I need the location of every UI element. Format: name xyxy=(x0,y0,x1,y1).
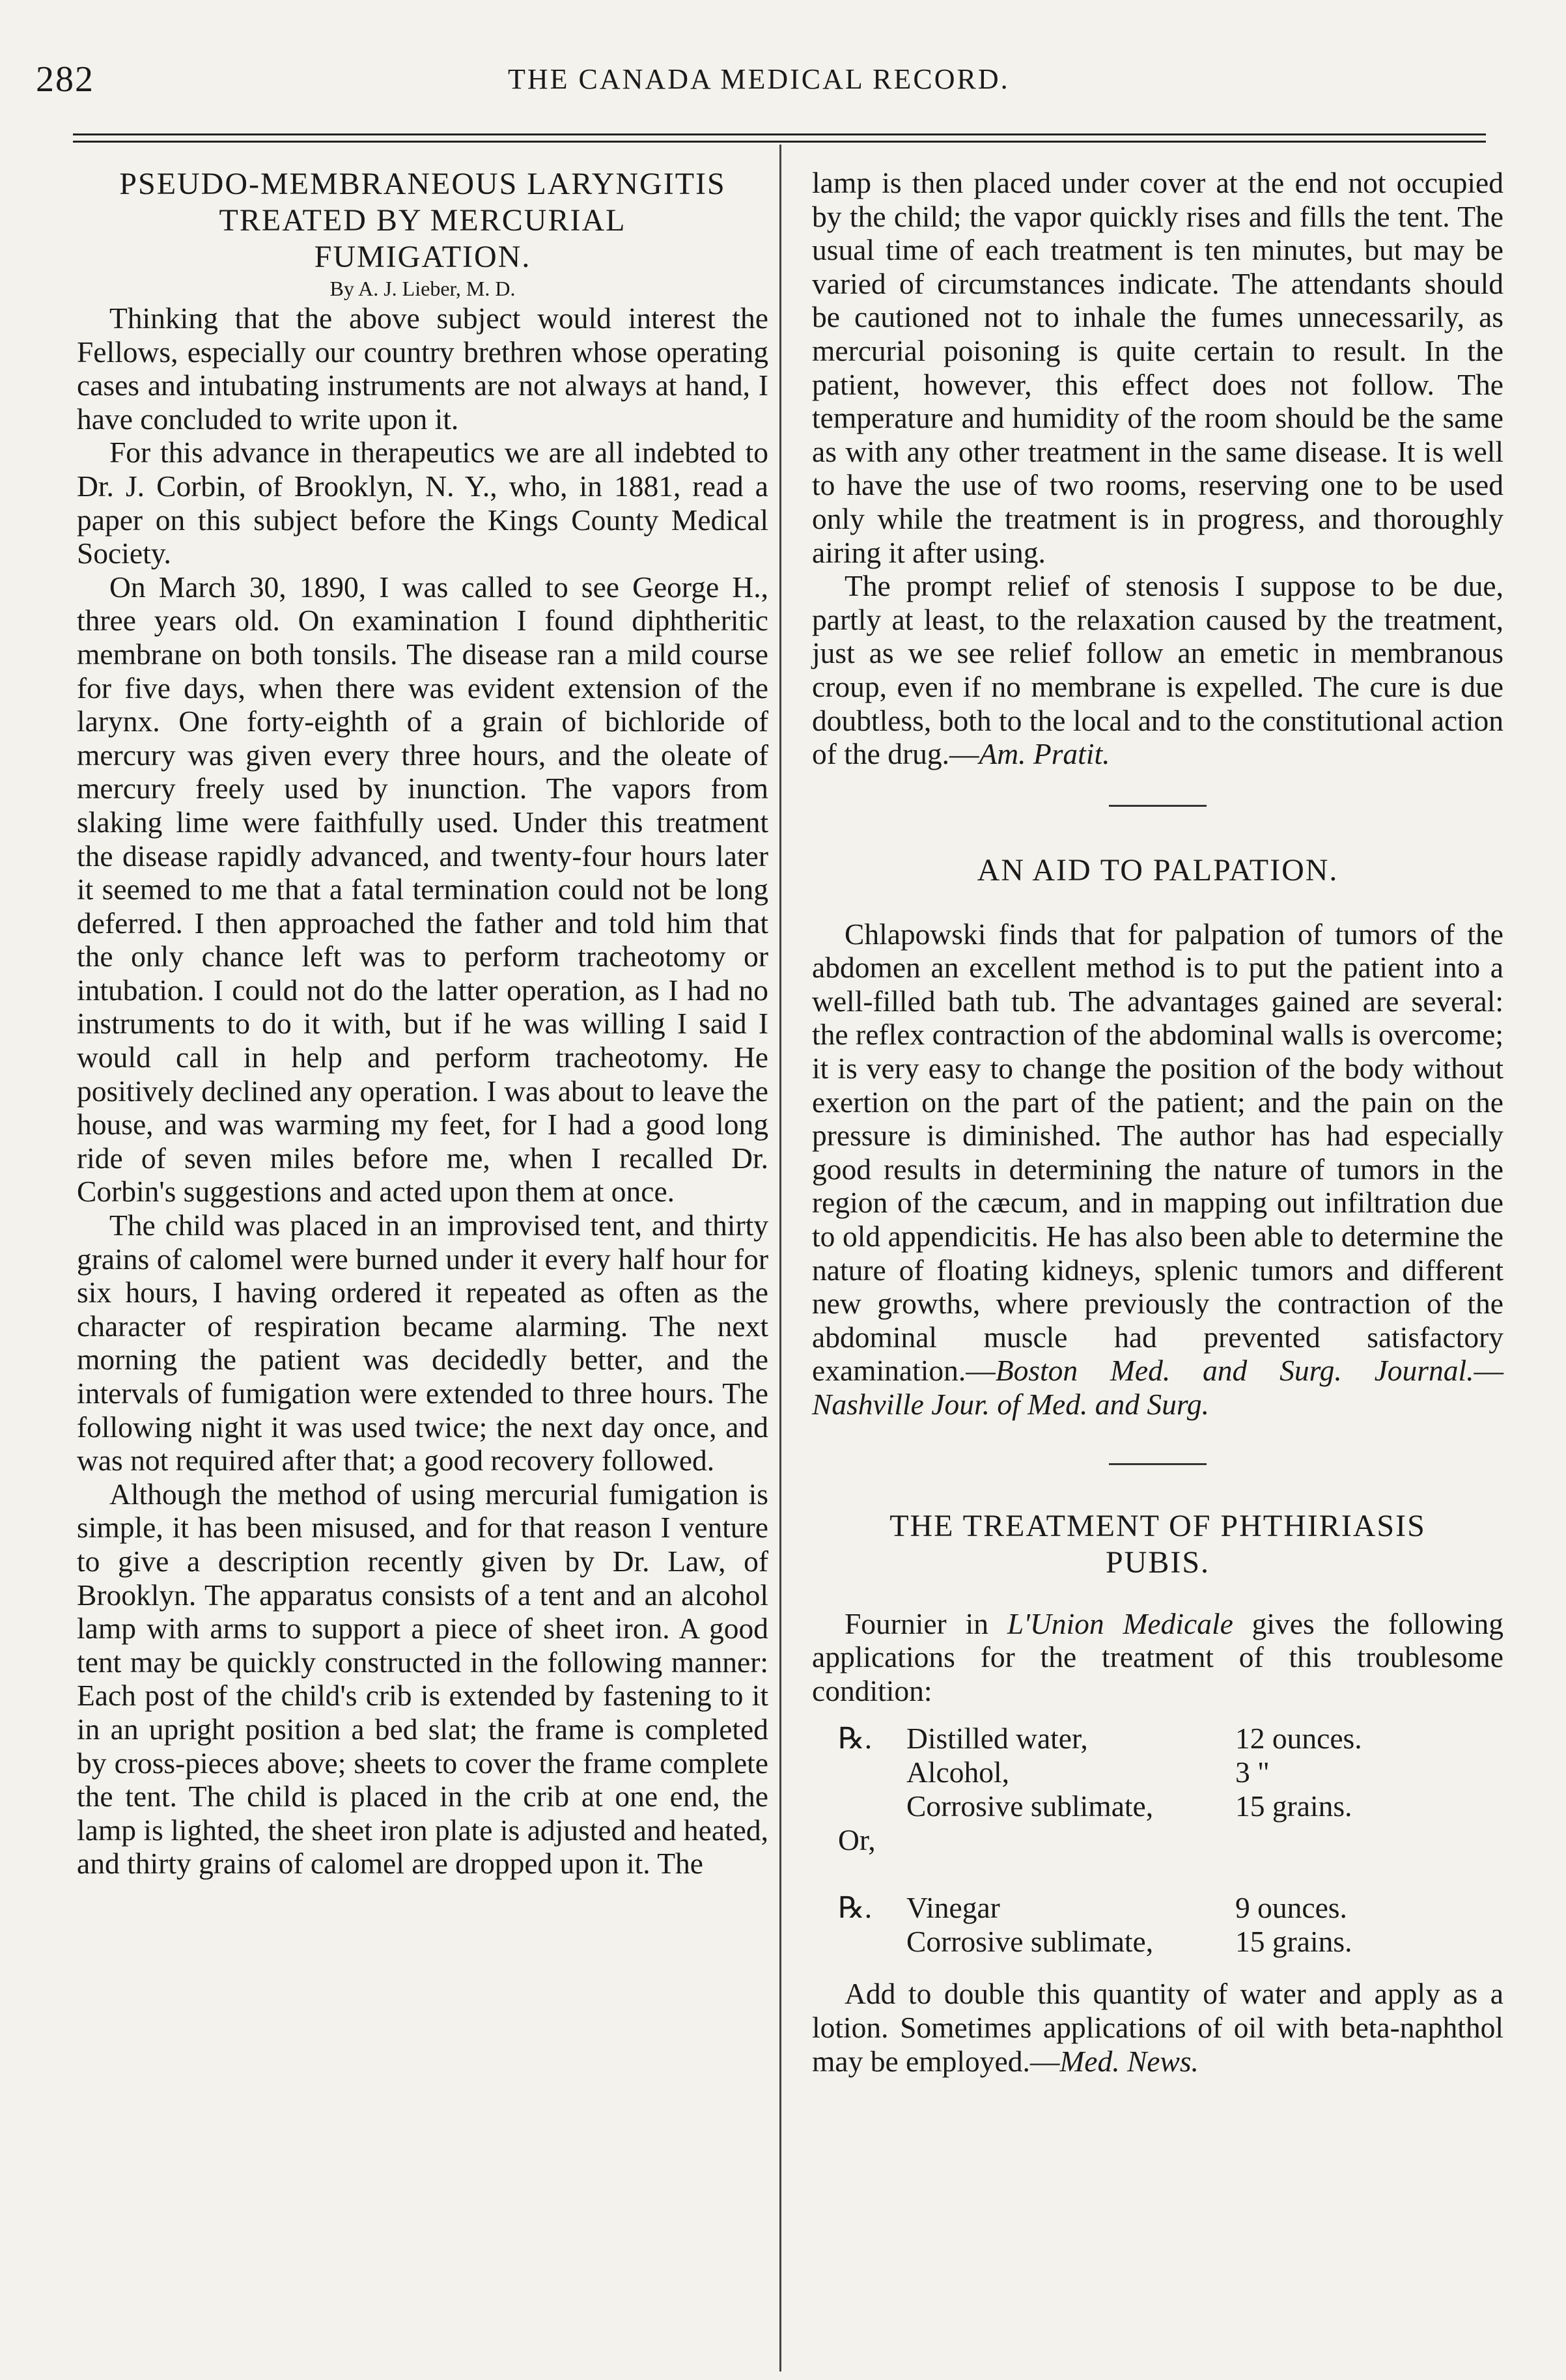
quantity: 15 grains. xyxy=(1235,1789,1352,1823)
prescription-row xyxy=(812,1789,1503,1823)
ingredient: Vinegar xyxy=(906,1891,1000,1925)
prescription-row xyxy=(812,1891,1503,1925)
page-header xyxy=(0,46,1566,117)
prescription-row xyxy=(812,1756,1503,1789)
article-title xyxy=(812,1508,1503,1581)
ingredient: Corrosive sublimate, xyxy=(906,1789,1154,1823)
quantity: 12 ounces. xyxy=(1235,1722,1362,1756)
author-byline: By A. J. Lieber, M. D. xyxy=(329,277,516,300)
article-title-line: PSEUDO-MEMBRANEOUS LARYNGITIS xyxy=(119,167,726,201)
recipe-symbol xyxy=(812,1756,906,1789)
quantity: 3 " xyxy=(1235,1756,1270,1789)
body-paragraph: Although the method of using mercurial fumigation is simple, it has been misused, and for that reason I venture to give a description recently given by Dr. Law, of Brooklyn. The apparatus consists of a tent and an alcohol lamp with arms to support a piece of sheet iron. A good tent may be quickly constructed in the following manner: Each post of the child's crib is extended by fastening to it in an upright position a bed slat; the frame is completed by cross-pieces above; sheets to cover the frame complete the tent. The child is placed in the crib at one end, the lamp is lighted, the sheet iron plate is adjusted and heated, and thirty grains of calomel are dropped upon it. The xyxy=(77,1477,768,1881)
prescription-table xyxy=(812,1722,1503,1959)
page-number: 282 xyxy=(36,59,94,100)
source-citation: Nashville Jour. of Med. and Surg. xyxy=(812,1388,1209,1421)
spacer xyxy=(812,1421,1503,1463)
spacer xyxy=(812,889,1503,917)
body-paragraph: On March 30, 1890, I was called to see George H., three years old. On examination I found diphtheritic membrane on both tonsils. The disease ran a mild course for five days, when there was evident extension of the larynx. One forty-eighth of a grain of bichloride of mercury was given every three hours, and the oleate of mercury freely used by inunction. The vapors from slaking lime were faithfully used. Under this treatment the disease rapidly advanced, and twenty-four hours later it seemed to me that a fatal termination could not be long deferred. I then approached the father and told him that the only chance left was to perform tracheotomy or intubation. I could not do the latter operation, as I had no instruments to do it with, but if he was willing I said I would call in help and perform tracheotomy. He positively declined any operation. I was about to leave the house, and was warming my feet, for I had a good long ride of seven miles before me, when I recalled Dr. Corbin's suggestions and acted upon them at once. xyxy=(77,570,768,1209)
paragraph-text: Chlapowski finds that for palpation of tumors of the abdomen an excellent method is to put the patient into a well-filled bath tub. The advantages gained are several: the reflex contraction of the abdominal walls is overcome; it is very easy to change the position of the body without exertion on the part of the patient; and the pain on the pressure is diminished. The author has had especially good results in determining the nature of tumors in the region of the cæcum, and in mapping out infiltration due to old appendicitis. He has also been able to determine the nature of floating kidneys, splenic tumors and different new growths, where previously the contraction of the abdominal muscle had prevented satisfactory examination.— xyxy=(812,917,1503,1388)
quantity: 9 ounces. xyxy=(1235,1891,1347,1925)
recipe-symbol: ℞. xyxy=(838,1722,873,1756)
spacer xyxy=(812,771,1503,805)
source-citation: Med. News. xyxy=(1059,2044,1199,2078)
body-paragraph: The child was placed in an improvised tent, and thirty grains of calomel were burned under it every half hour for six hours, I having ordered it repeated as often as the character of respiration became alarming. The next morning the patient was decidedly better, and the intervals of fumigation were extended to three hours. The following night it was used twice; the next day once, and was not required after that; a good recovery followed. xyxy=(77,1209,768,1477)
article-title-line: TREATED BY MERCURIAL xyxy=(219,203,626,238)
quantity: 15 grains. xyxy=(1235,1925,1352,1959)
recipe-symbol xyxy=(812,1925,906,1959)
paragraph-text: Add to double this quantity of water and apply as a lotion. Sometimes applications of oil with beta-naphthol may be employed.— xyxy=(812,1977,1503,2078)
spacer xyxy=(812,807,1503,852)
ingredient: Alcohol, xyxy=(906,1756,1009,1789)
article-title-line: THE TREATMENT OF PHTHIRIASIS xyxy=(889,1508,1426,1543)
journal-name: L'Union Medicale xyxy=(1007,1606,1233,1640)
paragraph-text: gives the following applications for the treatment of this troublesome condition: xyxy=(812,1606,1503,1707)
right-column xyxy=(812,166,1503,2078)
paragraph-text: Fournier in xyxy=(845,1606,1007,1640)
recipe-symbol: ℞. xyxy=(838,1891,873,1925)
body-paragraph xyxy=(812,569,1503,771)
source-citation: Am. Pratit. xyxy=(979,737,1110,771)
article-title: AN AID TO PALPATION. xyxy=(977,852,1339,888)
ingredient: Distilled water, xyxy=(906,1722,1088,1756)
recipe-symbol xyxy=(812,1789,906,1823)
article-title-line: PUBIS. xyxy=(1105,1545,1210,1580)
body-paragraph xyxy=(812,917,1503,1421)
ingredient: Corrosive sublimate, xyxy=(906,1925,1154,1959)
header-double-rule xyxy=(73,133,1486,143)
prescription-row xyxy=(812,1925,1503,1959)
body-paragraph xyxy=(812,1607,1503,1708)
spacer xyxy=(812,1581,1503,1607)
paragraph-text: The prompt relief of stenosis I suppose to be due, partly at least, to the relaxation caused by the treatment, just as we see relief follow an emetic in membranous croup, even if no membrane is expelled. The cure is due doubtless, both to the local and to the constitutional action of the drug.— xyxy=(812,569,1503,771)
prescription-or-row xyxy=(812,1823,1503,1891)
column-divider xyxy=(779,145,781,2372)
source-citation: Boston Med. and Surg. Journal. xyxy=(995,1354,1474,1388)
dash: — xyxy=(1474,1354,1503,1388)
body-paragraph xyxy=(812,1977,1503,2078)
or-label: Or, xyxy=(838,1823,876,1857)
article-title xyxy=(77,166,768,275)
article-title-line: FUMIGATION. xyxy=(314,240,531,274)
left-column xyxy=(77,166,768,1881)
body-paragraph: lamp is then placed under cover at the end not occupied by the child; the vapor quickly rises and fills the tent. The usual time of each treatment is ten minutes, but may be varied of circumstances indicate. The attendants should be cautioned not to inhale the fumes unnecessarily, as mercurial poisoning is quite certain to result. In the patient, however, this effect does not follow. The temperature and humidity of the room should be the same as with any other treatment in the same disease. It is well to have the use of two rooms, reserving one to be used only while the treatment is in progress, and thoroughly airing it after using. xyxy=(812,166,1503,569)
spacer xyxy=(812,1465,1503,1508)
prescription-row xyxy=(812,1722,1503,1756)
body-paragraph: Thinking that the above subject would interest the Fellows, especially our country brethren whose operating cases and intubating instruments are not always at hand, I have concluded to write upon it. xyxy=(77,301,768,436)
body-paragraph: For this advance in therapeutics we are all indebted to Dr. J. Corbin, of Brooklyn, N. Y., who, in 1881, read a paper on this subject before the Kings County Medical Society. xyxy=(77,436,768,570)
running-head: THE CANADA MEDICAL RECORD. xyxy=(508,63,1010,95)
